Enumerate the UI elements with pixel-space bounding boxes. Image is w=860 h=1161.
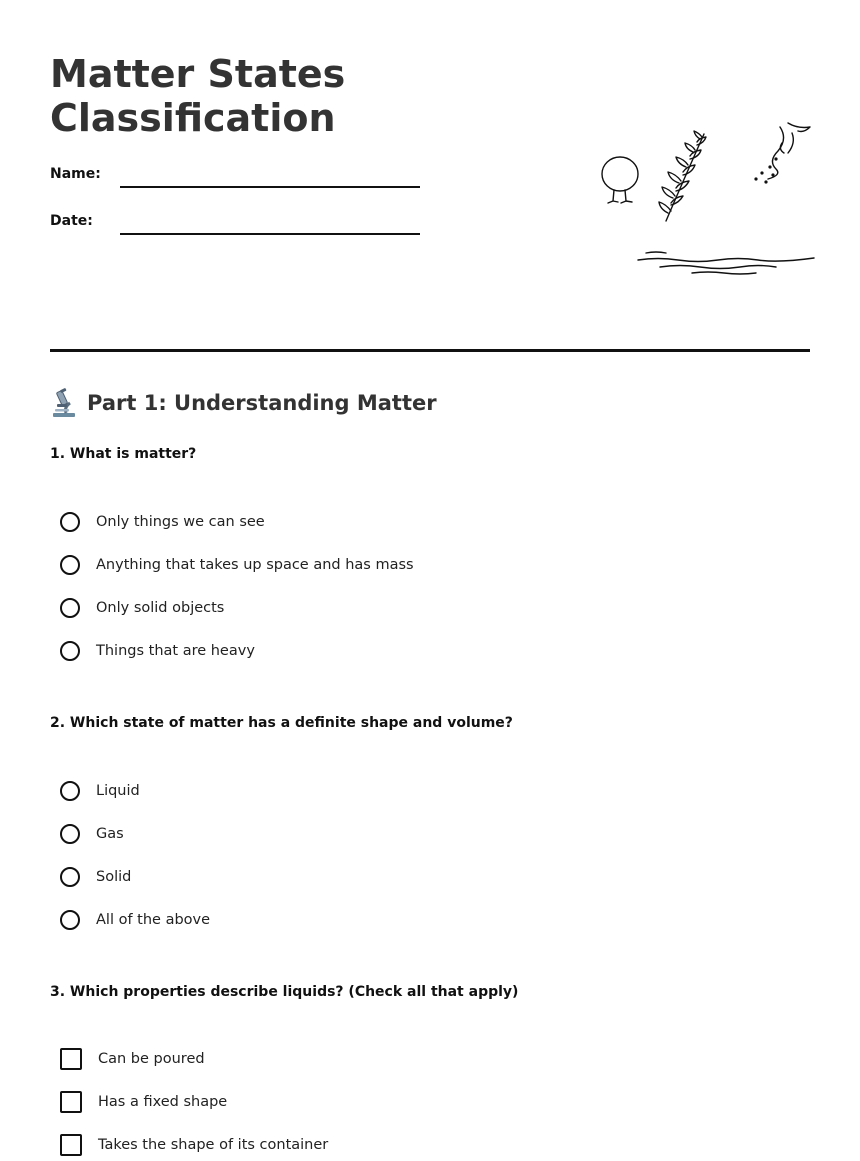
matter-states-sketch-icon [580, 55, 820, 285]
option-label: Only things we can see [96, 514, 265, 530]
question-1-option-2[interactable] [60, 552, 414, 578]
radio-button[interactable] [60, 867, 80, 887]
radio-button[interactable] [60, 824, 80, 844]
checkbox[interactable] [60, 1091, 82, 1113]
radio-button[interactable] [60, 598, 80, 618]
question-2-option-2[interactable] [60, 821, 124, 847]
radio-button[interactable] [60, 781, 80, 801]
date-line[interactable] [120, 233, 420, 235]
option-label: Has a fixed shape [98, 1094, 228, 1110]
radio-button[interactable] [60, 910, 80, 930]
question-1-option-3[interactable] [60, 595, 224, 621]
option-label: Can be poured [98, 1051, 205, 1067]
question-3-option-3[interactable] [60, 1132, 328, 1158]
option-label: Only solid objects [96, 600, 225, 616]
question-1: 1. What is matter? [50, 446, 197, 462]
section-header-part-1 [50, 388, 437, 418]
question-1-option-4[interactable] [60, 638, 255, 664]
option-label: Gas [96, 826, 124, 842]
question-1-option-1[interactable] [60, 509, 265, 535]
question-3-option-2[interactable] [60, 1089, 227, 1115]
worksheet-title [50, 52, 345, 140]
title-line-2: Classification [50, 96, 336, 140]
name-line[interactable] [120, 186, 420, 188]
title-line-1: Matter States [50, 52, 346, 96]
date-field[interactable] [50, 213, 420, 237]
question-2-option-4[interactable] [60, 907, 210, 933]
name-label: Name: [50, 166, 101, 182]
question-3-option-1[interactable] [60, 1046, 205, 1072]
option-label: Anything that takes up space and has mass [96, 557, 414, 573]
question-2-option-1[interactable] [60, 778, 140, 804]
section-divider [50, 349, 810, 352]
radio-button[interactable] [60, 512, 80, 532]
radio-button[interactable] [60, 641, 80, 661]
checkbox[interactable] [60, 1048, 82, 1070]
question-2-option-3[interactable] [60, 864, 131, 890]
checkbox[interactable] [60, 1134, 82, 1156]
option-label: Solid [96, 869, 132, 885]
date-label: Date: [50, 213, 93, 229]
option-label: Things that are heavy [96, 643, 255, 659]
section-title: Part 1: Understanding Matter [87, 391, 437, 415]
option-label: Liquid [96, 783, 140, 799]
option-label: All of the above [96, 912, 211, 928]
question-3: 3. Which properties describe liquids? (Check all that apply) [50, 984, 519, 1000]
question-2: 2. Which state of matter has a definite shape and volume? [50, 715, 513, 731]
name-field[interactable] [50, 166, 420, 190]
microscope-icon [50, 388, 78, 418]
radio-button[interactable] [60, 555, 80, 575]
option-label: Takes the shape of its container [98, 1137, 329, 1153]
